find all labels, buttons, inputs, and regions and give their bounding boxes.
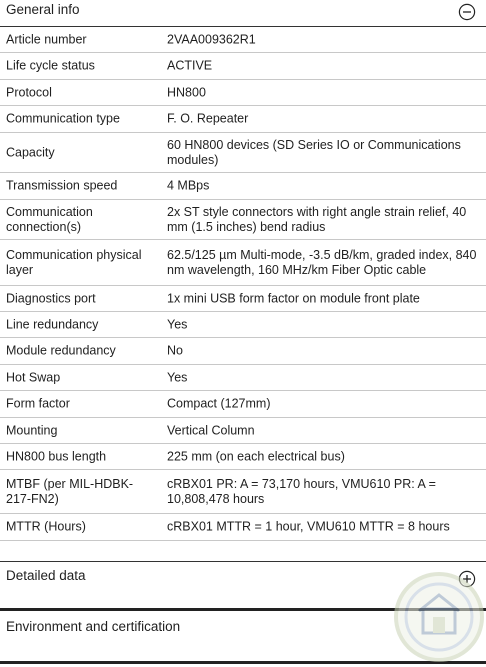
row-label: Communication type (6, 111, 120, 126)
row-value: No (167, 343, 183, 358)
environment-certification-title: Environment and certification (6, 619, 181, 634)
row-label: Protocol (6, 85, 52, 99)
general-info-title: General info (6, 2, 80, 17)
row-label: Communication connection(s) (6, 204, 93, 234)
row-label: MTBF (per MIL-HDBK-217-FN2) (6, 476, 134, 506)
table-row (0, 312, 486, 338)
table-row (0, 80, 486, 106)
table-row (0, 338, 486, 365)
row-label: Hot Swap (6, 370, 61, 384)
row-label: Communication physical layer (6, 247, 142, 277)
row-label: HN800 bus length (6, 449, 107, 463)
row-value: Vertical Column (167, 423, 255, 437)
row-label: Form factor (6, 396, 70, 411)
row-label: Article number (6, 32, 87, 46)
row-value: 62.5/125 µm Multi-mode, -3.5 dB/km, graded index, 840 nm wavelength, 160 MHz/km Fiber Optic cable (167, 247, 477, 277)
table-row (0, 418, 486, 444)
row-value: 4 MBps (167, 178, 210, 193)
table-row (0, 391, 486, 418)
table-row (0, 286, 486, 312)
table-row (0, 470, 486, 514)
table-row (0, 27, 486, 53)
table-row (0, 514, 486, 541)
collapse-icon[interactable] (458, 3, 476, 21)
table-row (0, 200, 486, 240)
table-row (0, 173, 486, 200)
row-value: cRBX01 MTTR = 1 hour, VMU610 MTTR = 8 hours (167, 519, 450, 534)
table-row (0, 240, 486, 286)
row-value: 2x ST style connectors with right angle strain relief, 40 mm (1.5 inches) bend radius (167, 204, 467, 234)
row-value: Yes (167, 317, 188, 331)
row-label: Transmission speed (6, 178, 118, 193)
table-row (0, 53, 486, 80)
row-value: ACTIVE (167, 58, 213, 73)
row-value: 2VAA009362R1 (167, 32, 256, 46)
row-value: 1x mini USB form factor on module front plate (167, 291, 420, 305)
watermark-logo (393, 571, 485, 663)
row-label: Capacity (6, 145, 55, 159)
general-info-header[interactable] (0, 0, 486, 27)
row-value: Compact (127mm) (167, 396, 271, 411)
table-row (0, 365, 486, 391)
table-row (0, 444, 486, 470)
row-value: F. O. Repeater (167, 111, 249, 126)
table-row (0, 106, 486, 133)
row-value: cRBX01 PR: A = 73,170 hours, VMU610 PR: A = 10,808,478 hours (167, 476, 436, 506)
row-label: Mounting (6, 423, 58, 437)
row-label: Line redundancy (6, 317, 99, 331)
row-value: 60 HN800 devices (SD Series IO or Communications modules) (167, 137, 461, 167)
row-label: Life cycle status (6, 58, 95, 73)
row-value: Yes (167, 370, 188, 384)
row-label: MTTR (Hours) (6, 519, 86, 534)
detailed-data-title: Detailed data (6, 568, 86, 583)
table-row (0, 133, 486, 173)
row-value: HN800 (167, 85, 206, 99)
row-value: 225 mm (on each electrical bus) (167, 449, 345, 463)
row-label: Diagnostics port (6, 291, 96, 305)
row-label: Module redundancy (6, 343, 116, 358)
